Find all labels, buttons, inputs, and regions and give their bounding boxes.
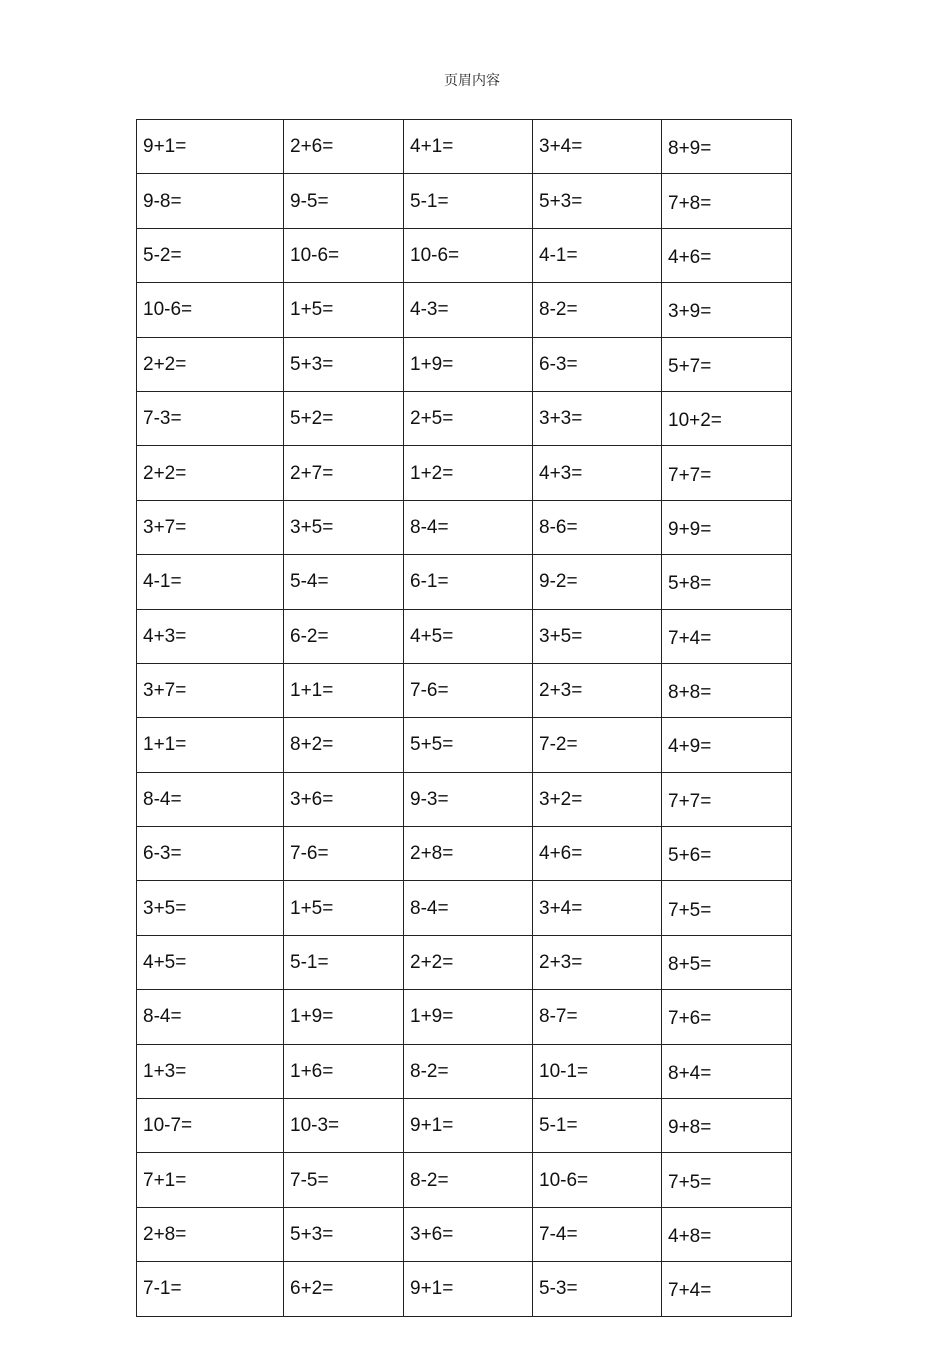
problem-cell: 1+1=	[284, 663, 404, 717]
problem-cell: 7+4=	[662, 609, 792, 663]
table-row	[137, 1262, 792, 1316]
problem-cell: 2+8=	[137, 1207, 284, 1261]
problem-cell: 7+8=	[662, 174, 792, 228]
table-row	[137, 718, 792, 772]
problem-cell: 1+6=	[284, 1044, 404, 1098]
table-row	[137, 391, 792, 445]
problem-cell: 8-2=	[404, 1044, 533, 1098]
problem-cell: 7-5=	[284, 1153, 404, 1207]
problem-cell: 6+2=	[284, 1262, 404, 1316]
problem-cell: 9+1=	[404, 1262, 533, 1316]
problem-cell: 6-1=	[404, 555, 533, 609]
problem-cell: 10-6=	[404, 228, 533, 282]
problem-cell: 5-1=	[533, 1099, 662, 1153]
problem-cell: 10-3=	[284, 1099, 404, 1153]
problem-cell: 4+6=	[662, 228, 792, 282]
problem-cell: 2+3=	[533, 935, 662, 989]
table-row	[137, 337, 792, 391]
problem-cell: 9+1=	[137, 120, 284, 174]
table-row	[137, 174, 792, 228]
problem-cell: 3+5=	[284, 500, 404, 554]
problem-cell: 8+4=	[662, 1044, 792, 1098]
problem-cell: 2+7=	[284, 446, 404, 500]
problem-cell: 4+1=	[404, 120, 533, 174]
problem-cell: 5-4=	[284, 555, 404, 609]
table-row	[137, 228, 792, 282]
table-row	[137, 555, 792, 609]
problem-cell: 3+6=	[284, 772, 404, 826]
problem-cell: 1+9=	[284, 990, 404, 1044]
problem-cell: 3+5=	[533, 609, 662, 663]
problem-cell: 7+7=	[662, 772, 792, 826]
table-row	[137, 827, 792, 881]
problem-cell: 4+8=	[662, 1207, 792, 1261]
problem-cell: 10+2=	[662, 391, 792, 445]
problem-cell: 5+6=	[662, 827, 792, 881]
problem-cell: 5-1=	[404, 174, 533, 228]
problem-cell: 9+9=	[662, 500, 792, 554]
problem-cell: 8-2=	[533, 283, 662, 337]
table-row	[137, 1207, 792, 1261]
problem-cell: 6-2=	[284, 609, 404, 663]
problem-cell: 1+1=	[137, 718, 284, 772]
problem-cell: 2+2=	[137, 337, 284, 391]
problem-cell: 10-1=	[533, 1044, 662, 1098]
problem-cell: 7-2=	[533, 718, 662, 772]
problem-cell: 5+7=	[662, 337, 792, 391]
problem-cell: 1+9=	[404, 337, 533, 391]
problem-cell: 4+5=	[137, 935, 284, 989]
problem-cell: 2+5=	[404, 391, 533, 445]
problem-cell: 1+9=	[404, 990, 533, 1044]
table-row	[137, 881, 792, 935]
problem-cell: 9-5=	[284, 174, 404, 228]
problem-cell: 3+4=	[533, 881, 662, 935]
problem-cell: 4+9=	[662, 718, 792, 772]
table-row	[137, 1153, 792, 1207]
problem-cell: 5+3=	[533, 174, 662, 228]
problem-cell: 5+2=	[284, 391, 404, 445]
problem-cell: 8-7=	[533, 990, 662, 1044]
problem-cell: 3+6=	[404, 1207, 533, 1261]
problem-cell: 8-2=	[404, 1153, 533, 1207]
problem-cell: 7+6=	[662, 990, 792, 1044]
problem-cell: 4-1=	[137, 555, 284, 609]
problem-cell: 10-6=	[137, 283, 284, 337]
problem-cell: 10-6=	[284, 228, 404, 282]
problem-cell: 8+8=	[662, 663, 792, 717]
problem-cell: 3+7=	[137, 663, 284, 717]
problem-cell: 3+9=	[662, 283, 792, 337]
problem-cell: 8-4=	[137, 772, 284, 826]
problem-cell: 2+8=	[404, 827, 533, 881]
table-row	[137, 990, 792, 1044]
table-row	[137, 283, 792, 337]
arithmetic-worksheet-table	[136, 119, 792, 1317]
table-row	[137, 1099, 792, 1153]
problem-cell: 9+1=	[404, 1099, 533, 1153]
problem-cell: 2+3=	[533, 663, 662, 717]
problem-cell: 8-6=	[533, 500, 662, 554]
problem-cell: 3+4=	[533, 120, 662, 174]
problem-cell: 4-3=	[404, 283, 533, 337]
problem-cell: 8+2=	[284, 718, 404, 772]
problem-cell: 1+5=	[284, 881, 404, 935]
problem-cell: 3+7=	[137, 500, 284, 554]
table-row	[137, 772, 792, 826]
table-row	[137, 500, 792, 554]
problem-cell: 3+5=	[137, 881, 284, 935]
problem-cell: 5-1=	[284, 935, 404, 989]
problem-cell: 4+6=	[533, 827, 662, 881]
problem-cell: 10-6=	[533, 1153, 662, 1207]
problem-cell: 6-3=	[137, 827, 284, 881]
problem-cell: 9-2=	[533, 555, 662, 609]
problem-cell: 5+3=	[284, 337, 404, 391]
problem-cell: 2+6=	[284, 120, 404, 174]
problem-cell: 4+3=	[533, 446, 662, 500]
problem-cell: 7-6=	[284, 827, 404, 881]
problem-cell: 7+7=	[662, 446, 792, 500]
table-row	[137, 609, 792, 663]
problem-cell: 8-4=	[137, 990, 284, 1044]
problem-cell: 8+9=	[662, 120, 792, 174]
problem-cell: 7+5=	[662, 1153, 792, 1207]
problem-cell: 9+8=	[662, 1099, 792, 1153]
problem-cell: 7-3=	[137, 391, 284, 445]
problem-cell: 4+5=	[404, 609, 533, 663]
problem-cell: 5+3=	[284, 1207, 404, 1261]
problem-cell: 7-1=	[137, 1262, 284, 1316]
table-row	[137, 120, 792, 174]
problem-cell: 5+5=	[404, 718, 533, 772]
problem-cell: 2+2=	[137, 446, 284, 500]
problem-cell: 8+5=	[662, 935, 792, 989]
problem-cell: 10-7=	[137, 1099, 284, 1153]
table-row	[137, 446, 792, 500]
page-header: 页眉内容	[444, 73, 500, 89]
problem-cell: 3+2=	[533, 772, 662, 826]
table-row	[137, 935, 792, 989]
problem-cell: 4-1=	[533, 228, 662, 282]
problem-cell: 1+5=	[284, 283, 404, 337]
problem-cell: 5-2=	[137, 228, 284, 282]
problem-cell: 5-3=	[533, 1262, 662, 1316]
problem-cell: 7+1=	[137, 1153, 284, 1207]
table-row	[137, 1044, 792, 1098]
problem-cell: 7-4=	[533, 1207, 662, 1261]
problem-cell: 7-6=	[404, 663, 533, 717]
problem-cell: 7+4=	[662, 1262, 792, 1316]
problem-cell: 8-4=	[404, 500, 533, 554]
problem-cell: 8-4=	[404, 881, 533, 935]
problem-cell: 9-3=	[404, 772, 533, 826]
problem-cell: 5+8=	[662, 555, 792, 609]
problem-cell: 9-8=	[137, 174, 284, 228]
problem-cell: 6-3=	[533, 337, 662, 391]
table-row	[137, 663, 792, 717]
problem-cell: 1+3=	[137, 1044, 284, 1098]
problem-cell: 1+2=	[404, 446, 533, 500]
problem-cell: 4+3=	[137, 609, 284, 663]
problem-cell: 2+2=	[404, 935, 533, 989]
problem-cell: 3+3=	[533, 391, 662, 445]
problem-cell: 7+5=	[662, 881, 792, 935]
